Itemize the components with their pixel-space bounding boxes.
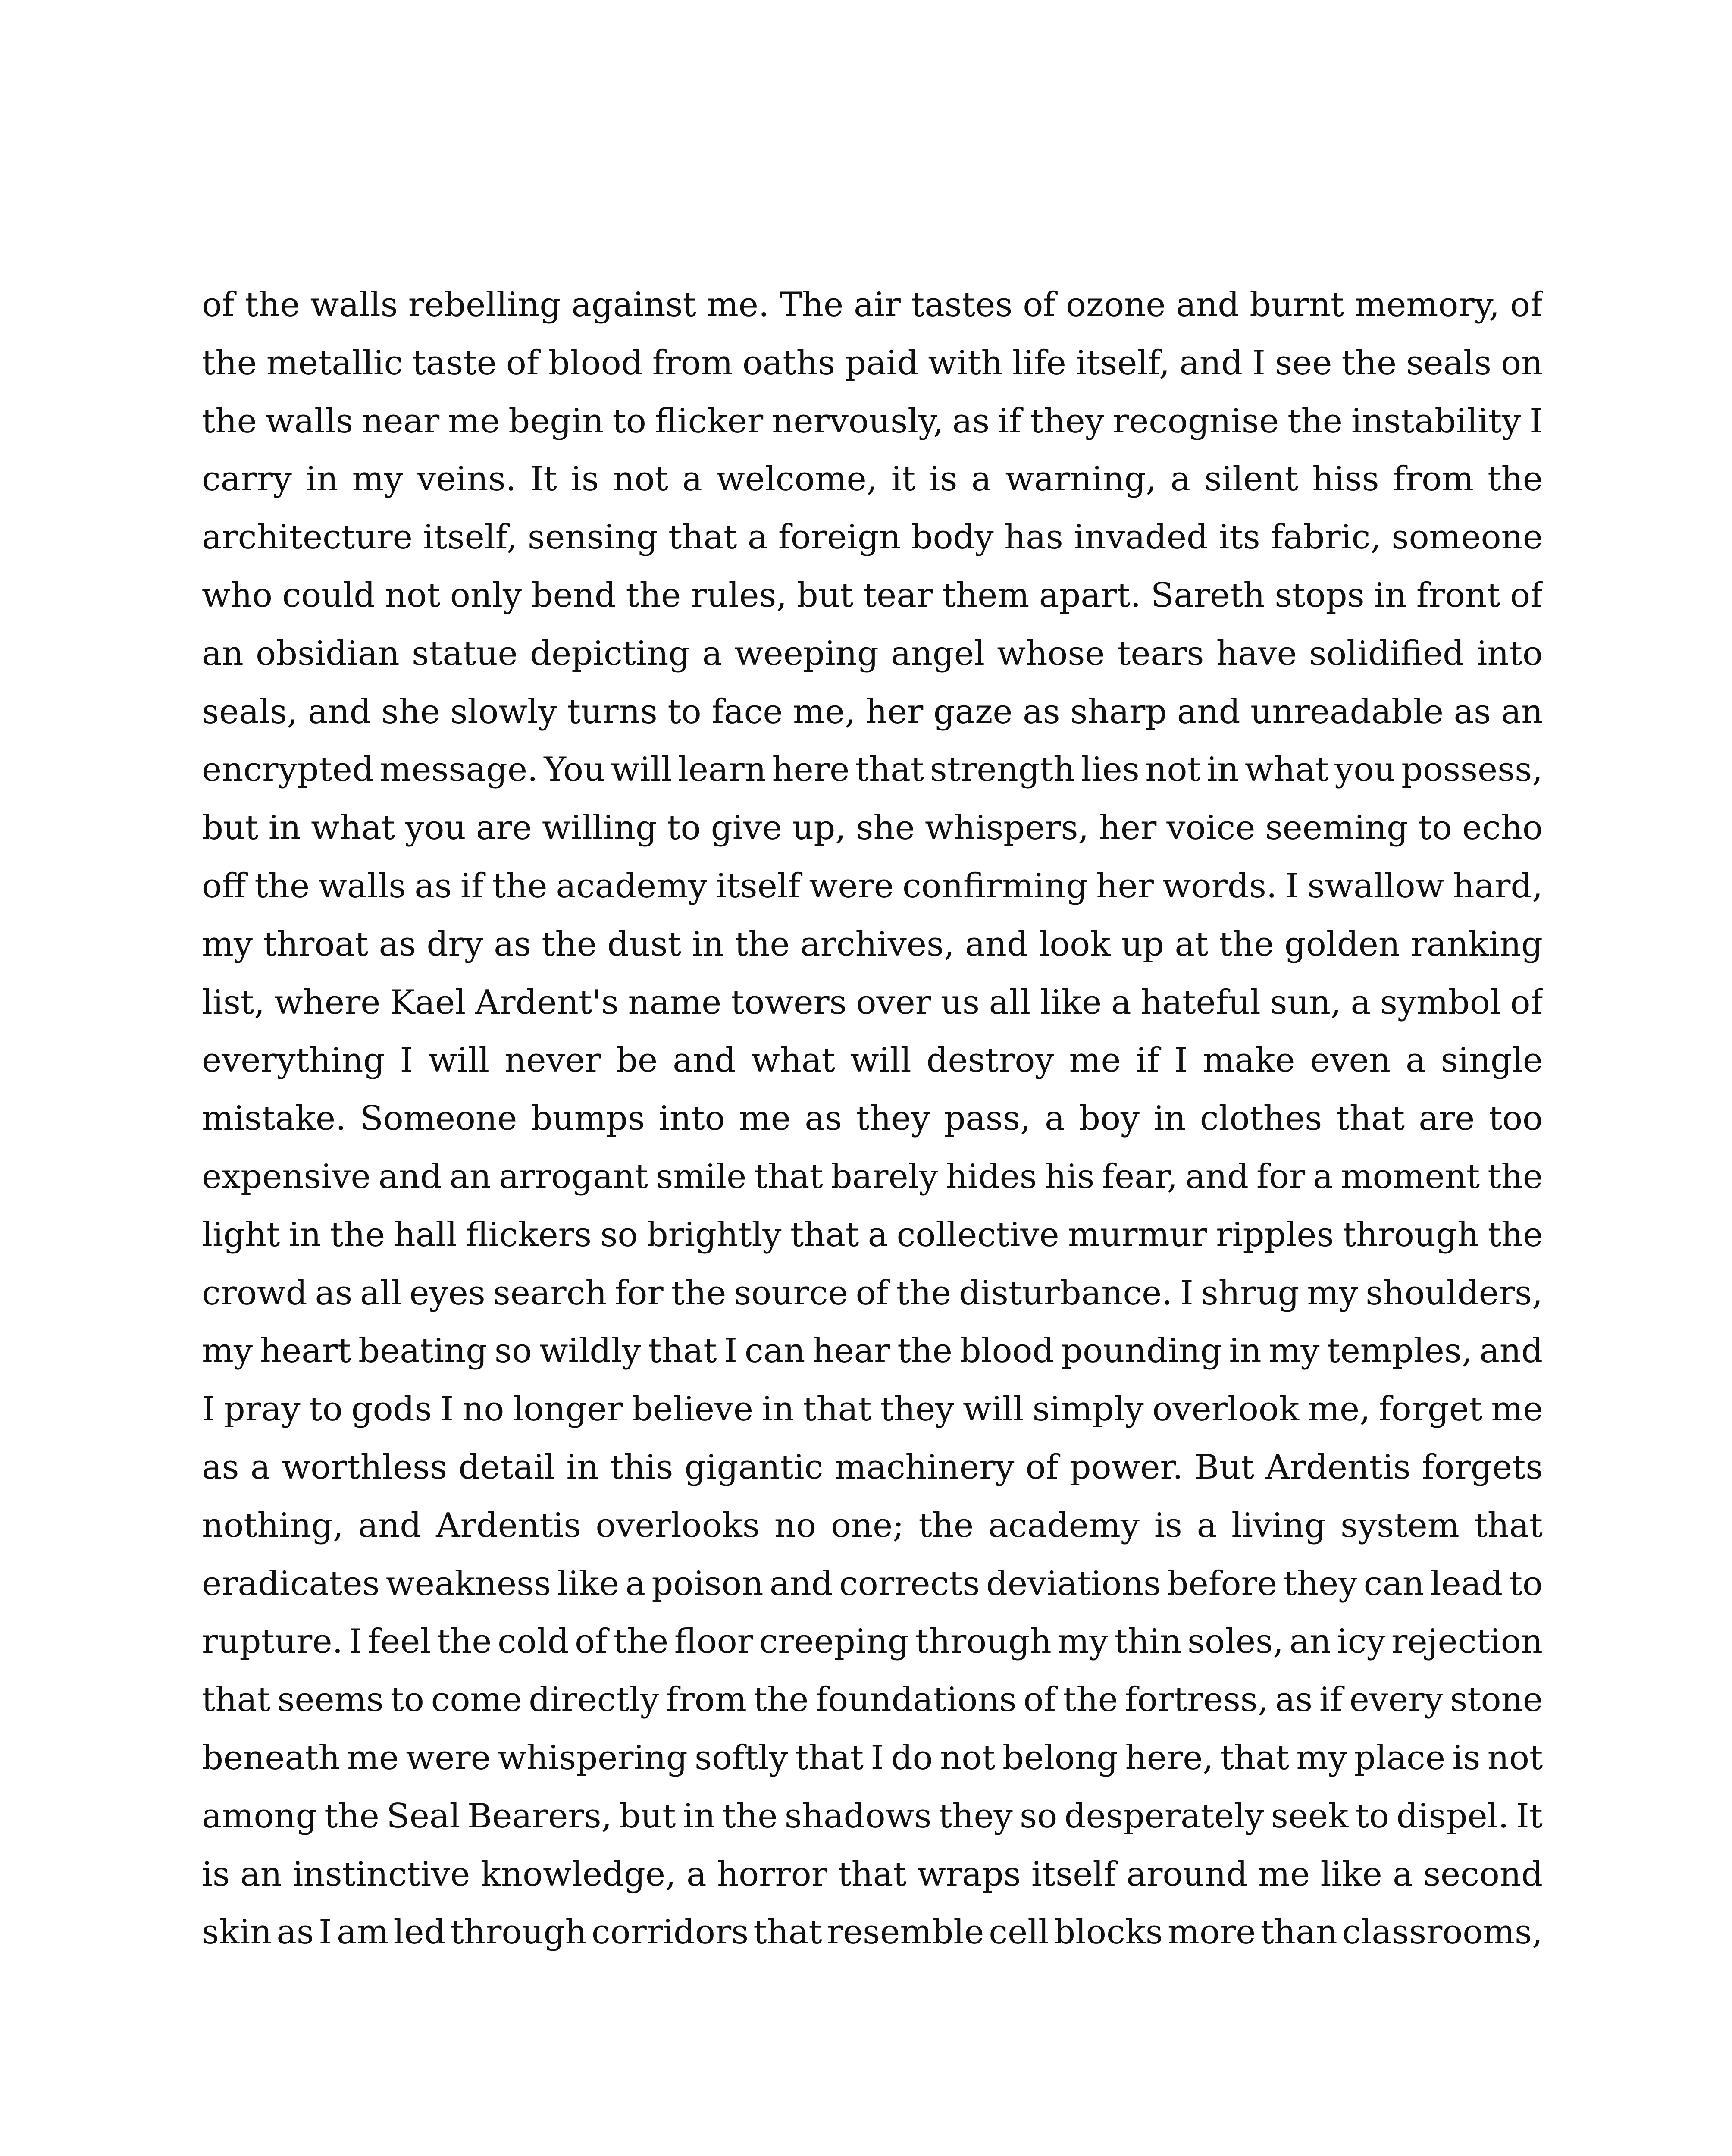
- text-line: crowd as all eyes search for the source of the disturbance. I shrug my shoulders,: [202, 1273, 1543, 1313]
- text-line: mistake. Someone bumps into me as they pass, a boy in clothes that are too: [202, 1099, 1543, 1138]
- text-line: is an instinctive knowledge, a horror that wraps itself around me like a second: [202, 1855, 1543, 1894]
- text-line: encrypted message. You will learn here that strength lies not in what you possess,: [202, 750, 1543, 790]
- text-line: as a worthless detail in this gigantic machinery of power. But Ardentis forgets: [202, 1448, 1543, 1487]
- text-line: carry in my veins. It is not a welcome, it is a warning, a silent hiss from the: [202, 460, 1543, 499]
- body-text: [202, 276, 1543, 1962]
- text-line: the metallic taste of blood from oaths paid with life itself, and I see the seals on: [202, 343, 1543, 382]
- text-line: among the Seal Bearers, but in the shadows they so desperately seek to dispel. It: [202, 1796, 1543, 1836]
- text-line: eradicates weakness like a poison and corrects deviations before they can lead to: [202, 1564, 1543, 1603]
- text-line: nothing, and Ardentis overlooks no one; the academy is a living system that: [202, 1506, 1543, 1545]
- text-line: light in the hall flickers so brightly that a collective murmur ripples through the: [202, 1215, 1543, 1254]
- text-line: off the walls as if the academy itself were confirming her words. I swallow hard,: [202, 866, 1543, 906]
- text-line: the walls near me begin to flicker nervously, as if they recognise the instability I: [202, 401, 1543, 441]
- text-line: my throat as dry as the dust in the archives, and look up at the golden ranking: [202, 924, 1543, 964]
- text-line: but in what you are willing to give up, she whispers, her voice seeming to echo: [202, 808, 1543, 848]
- text-line: who could not only bend the rules, but tear them apart. Sareth stops in front of: [202, 576, 1543, 615]
- text-line: seals, and she slowly turns to face me, her gaze as sharp and unreadable as an: [202, 692, 1543, 731]
- text-line: skin as I am led through corridors that resemble cell blocks more than classrooms,: [202, 1913, 1543, 1952]
- text-line: beneath me were whispering softly that I do not belong here, that my place is not: [202, 1738, 1543, 1777]
- text-line: architecture itself, sensing that a foreign body has invaded its fabric, someone: [202, 518, 1543, 557]
- text-line: list, where Kael Ardent's name towers over us all like a hateful sun, a symbol of: [202, 983, 1543, 1022]
- text-line: expensive and an arrogant smile that barely hides his fear, and for a moment the: [202, 1157, 1543, 1196]
- text-line: that seems to come directly from the foundations of the fortress, as if every stone: [202, 1680, 1543, 1720]
- text-line: I pray to gods I no longer believe in that they will simply overlook me, forget me: [202, 1390, 1543, 1429]
- text-line: my heart beating so wildly that I can hear the blood pounding in my temples, and: [202, 1332, 1543, 1371]
- text-line: everything I will never be and what will destroy me if I make even a single: [202, 1041, 1543, 1080]
- text-line: of the walls rebelling against me. The air tastes of ozone and burnt memory, of: [202, 285, 1543, 324]
- text-line: rupture. I feel the cold of the floor creeping through my thin soles, an icy rejection: [202, 1622, 1543, 1661]
- text-line: an obsidian statue depicting a weeping angel whose tears have solidified into: [202, 634, 1543, 673]
